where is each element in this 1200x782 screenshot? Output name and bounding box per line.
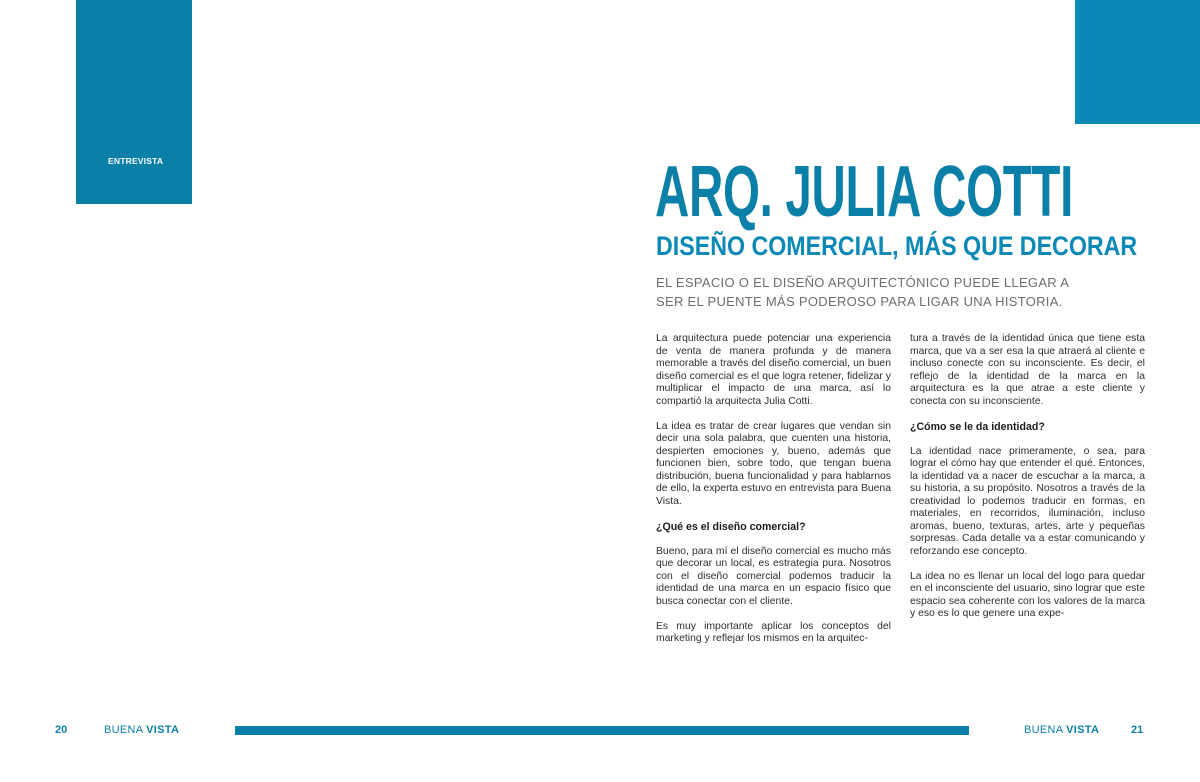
interview-question: ¿Cómo se le da identidad? <box>910 420 1045 433</box>
footer-brand-left <box>104 724 179 736</box>
text-column-left <box>656 333 891 658</box>
paragraph: tura a través de la identidad única que tiene esta marca, que va a ser esa la que atraerá al cliente e incluso conecte con su inconsciente. Es decir, el reflejo de la identidad de la marca en la arquitectura es la que atrae a este cliente y conecta con su inconsciente. <box>910 333 1145 407</box>
page-number-right: 21 <box>1131 724 1144 736</box>
section-tag: ENTREVISTA <box>108 156 164 166</box>
paragraph: La idea es tratar de crear lugares que vendan sin decir una sola palabra, que cuenten una historia, despierten emociones y, bueno, además que funcionen bien, sobre todo, que tengan buena distribución, buena funcionalidad y para hablarnos de ello, la experta estuvo en entrevista para Buena Vista. <box>656 420 891 507</box>
right-accent-block <box>1075 0 1200 124</box>
article-title: ARQ. JULIA COTTI <box>655 152 1073 232</box>
paragraph: Es muy importante aplicar los conceptos del marketing y reflejar los mismos en la arquitec- <box>656 620 891 644</box>
paragraph: Bueno, para mí el diseño comercial es mucho más que decorar un local, es estrategia pura. Nosotros con el diseño comercial podemos traducir la identidad de una marca en un espacio físico que busca conectar con el cliente. <box>656 545 891 607</box>
page-number-left: 20 <box>55 724 68 736</box>
article-subtitle: DISEÑO COMERCIAL, MÁS QUE DECORAR <box>656 231 1138 261</box>
brand-word-bold: VISTA <box>1066 724 1100 736</box>
paragraph: La identidad nace primeramente, o sea, para lograr el cómo hay que entender el qué. Entonces, la identidad va a nacer de escuchar a la marca, a su historia, a su propósito. Nosotros a través de la creatividad lo podemos traducir en formas, en materiales, en recorridos, iluminación, incluso aromas, bueno, texturas, artes, arte y pequeñas sorpresas. Cada detalle va a estar comunicando y reforzando ese concepto. <box>910 445 1145 557</box>
lede-line: EL ESPACIO O EL DISEÑO ARQUITECTÓNICO PUEDE LLEGAR A <box>656 275 1070 290</box>
lede-line: SER EL PUENTE MÁS PODEROSO PARA LIGAR UNA HISTORIA. <box>656 294 1063 309</box>
left-accent-block <box>76 0 192 204</box>
footer-rule <box>235 726 969 735</box>
text-column-right <box>910 333 1145 633</box>
brand-word: BUENA <box>1024 724 1063 736</box>
brand-word-bold: VISTA <box>146 724 180 736</box>
brand-word: BUENA <box>104 724 143 736</box>
footer-brand-right <box>1024 724 1099 736</box>
paragraph: La idea no es llenar un local del logo para quedar en el inconsciente del usuario, sino lograr que este espacio sea coherente con los valores de la marca y eso es lo que genere una expe- <box>910 570 1145 619</box>
article-lede <box>656 273 1076 311</box>
paragraph: La arquitectura puede potenciar una experiencia de venta de manera profunda y de manera memorable a través del diseño comercial, un buen diseño comercial es el que logra retener, fidelizar y multiplicar el impacto de una marca, así lo compartió la arquitecta Julia Cotti. <box>656 333 891 407</box>
interview-question: ¿Qué es el diseño comercial? <box>656 520 806 533</box>
